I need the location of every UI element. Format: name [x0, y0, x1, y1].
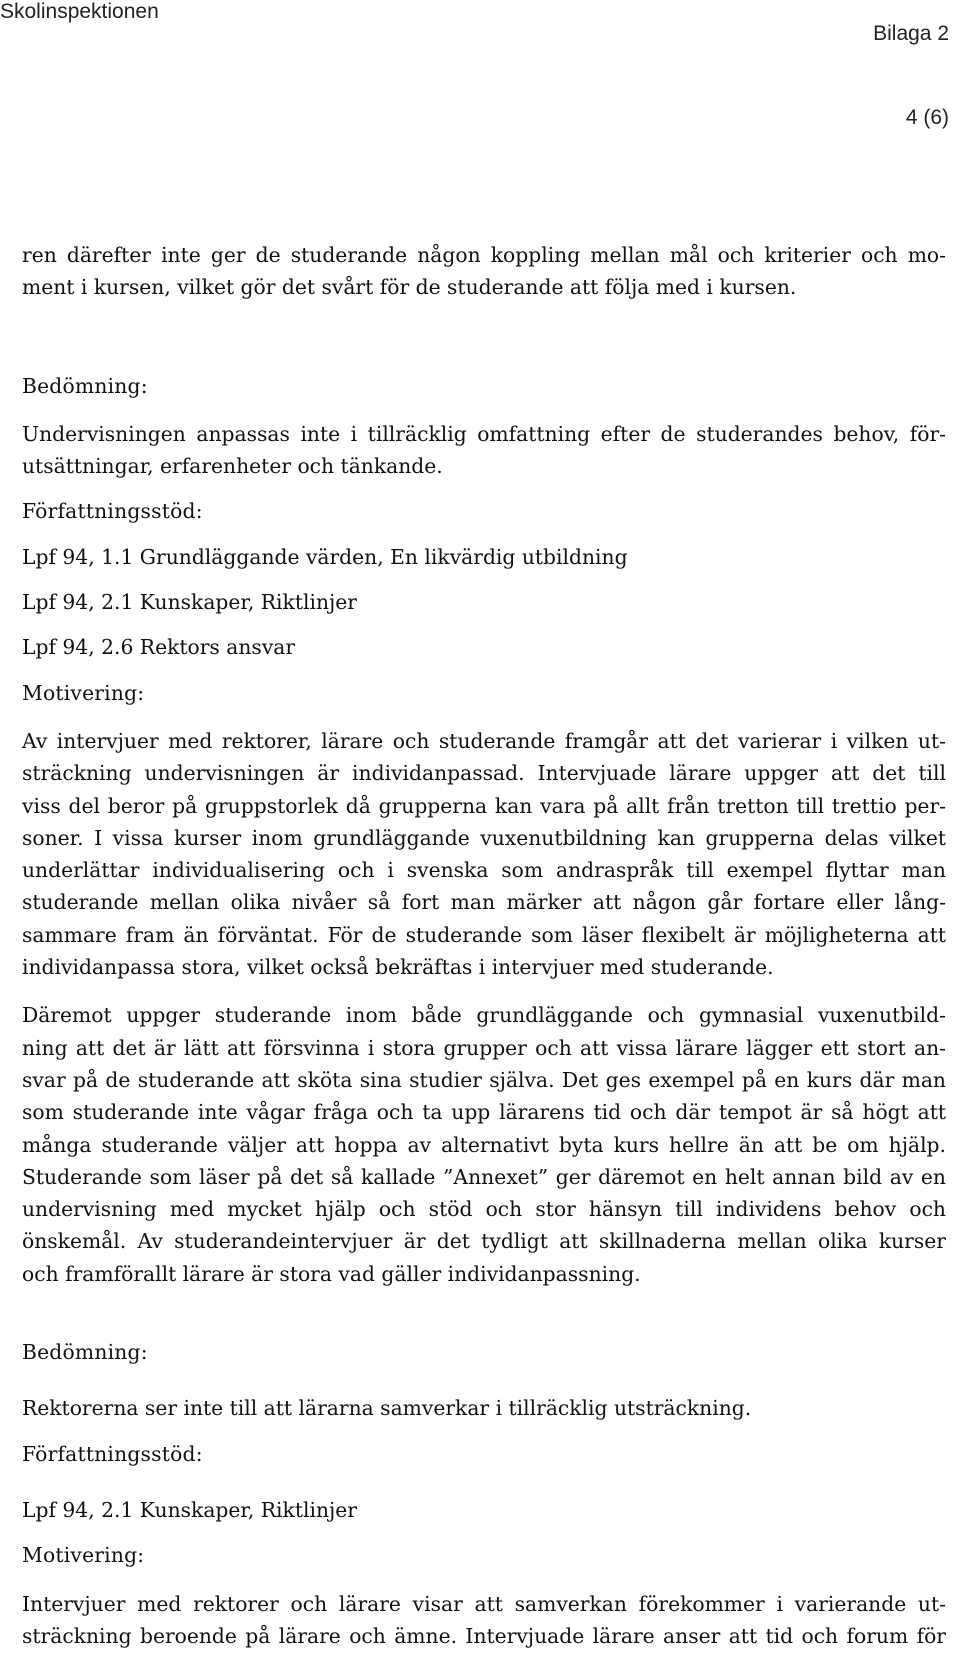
- text-line: svar på de studerande att sköta sina studier själva. Det ges exempel på en kurs där man: [22, 1067, 946, 1092]
- bedomning-heading: Bedömning:: [22, 1340, 148, 1365]
- motivering-paragraph: [22, 999, 946, 1290]
- text-line: sträckning undervisningen är individanpassad. Intervjuade lärare uppger att det till: [22, 761, 946, 786]
- text-line: individanpassa stora, vilket också bekräftas i intervjuer med studerande.: [22, 955, 774, 980]
- motivering-heading: Motivering:: [22, 680, 145, 705]
- forfattningsstod-heading: Författningsstöd:: [22, 499, 203, 524]
- text-line: sträckning beroende på lärare och ämne. Intervjuade lärare anser att tid och forum för: [22, 1623, 946, 1648]
- text-line: undervisning med mycket hjälp och stöd och stor hänsyn till individens behov och: [22, 1197, 946, 1222]
- page-number: 4 (6): [905, 106, 949, 129]
- text-line: ning att det är lätt att försvinna i stora grupper och att vissa lärare lägger ett stort an-: [22, 1035, 946, 1060]
- text-line: ren därefter inte ger de studerande någon koppling mellan mål och kriterier och mo-: [22, 243, 946, 267]
- motivering-paragraph: [22, 725, 946, 983]
- reference-line: Lpf 94, 1.1 Grundläggande värden, En likvärdig utbildning: [22, 544, 628, 569]
- text-line: Studerande som läser på det så kallade ”Annexet” ger däremot en helt annan bild av en: [22, 1164, 946, 1189]
- text-line: sammare fram än förväntat. För de studerande som läser flexibelt är möjligheterna att: [22, 922, 946, 947]
- text-line: ment i kursen, vilket gör det svårt för de studerande att följa med i kursen.: [22, 275, 797, 300]
- text-line: och framförallt lärare är stora vad gäller individanpassning.: [22, 1261, 641, 1286]
- reference-line: Lpf 94, 2.6 Rektors ansvar: [22, 635, 296, 660]
- motivering-heading: Motivering:: [22, 1543, 145, 1568]
- paragraph-continued: [22, 239, 946, 304]
- text-line: många studerande väljer att hoppa av alternativt byta kurs hellre än att be om hjälp.: [22, 1132, 946, 1157]
- text-line: soner. I vissa kurser inom grundläggande vuxenutbildning kan grupperna delas vilket: [22, 825, 946, 850]
- reference-line: Lpf 94, 2.1 Kunskaper, Riktlinjer: [22, 590, 357, 615]
- text-line: Däremot uppger studerande inom både grundläggande och gymnasial vuxenutbild-: [22, 1003, 946, 1028]
- organization-name: Skolinspektionen: [0, 0, 159, 23]
- reference-line: Lpf 94, 2.1 Kunskaper, Riktlinjer: [22, 1497, 357, 1522]
- text-line: Av intervjuer med rektorer, lärare och studerande framgår att det varierar i vilken ut-: [22, 728, 946, 753]
- annex-label: Bilaga 2: [873, 22, 949, 45]
- text-line: underlättar individualisering och i svenska som andraspråk till exempel flyttar man: [22, 858, 946, 883]
- text-line: Undervisningen anpassas inte i tillräcklig omfattning efter de studerandes behov, för-: [22, 421, 946, 446]
- text-line: studerande mellan olika nivåer så fort man märker att någon går fortare eller lång-: [22, 890, 946, 915]
- forfattningsstod-heading: Författningsstöd:: [22, 1441, 203, 1466]
- text-line: Intervjuer med rektorer och lärare visar att samverkan förekommer i varierande ut-: [22, 1591, 946, 1616]
- bedomning-heading: Bedömning:: [22, 373, 148, 398]
- text-line: önskemål. Av studerandeintervjuer är det tydligt att skillnaderna mellan olika kurser: [22, 1229, 946, 1254]
- bedomning-text: [22, 418, 946, 483]
- bedomning-text: Rektorerna ser inte till att lärarna samverkar i tillräcklig utsträckning.: [22, 1396, 752, 1421]
- document-body: [22, 239, 946, 1652]
- text-line: som studerande inte vågar fråga och ta upp lärarens tid och där tempot är så högt att: [22, 1100, 946, 1125]
- text-line: utsättningar, erfarenheter och tänkande.: [22, 454, 443, 479]
- motivering-paragraph: [22, 1588, 946, 1653]
- text-line: viss del beror på gruppstorlek då grupperna kan vara på allt från tretton till trettio per-: [22, 793, 946, 818]
